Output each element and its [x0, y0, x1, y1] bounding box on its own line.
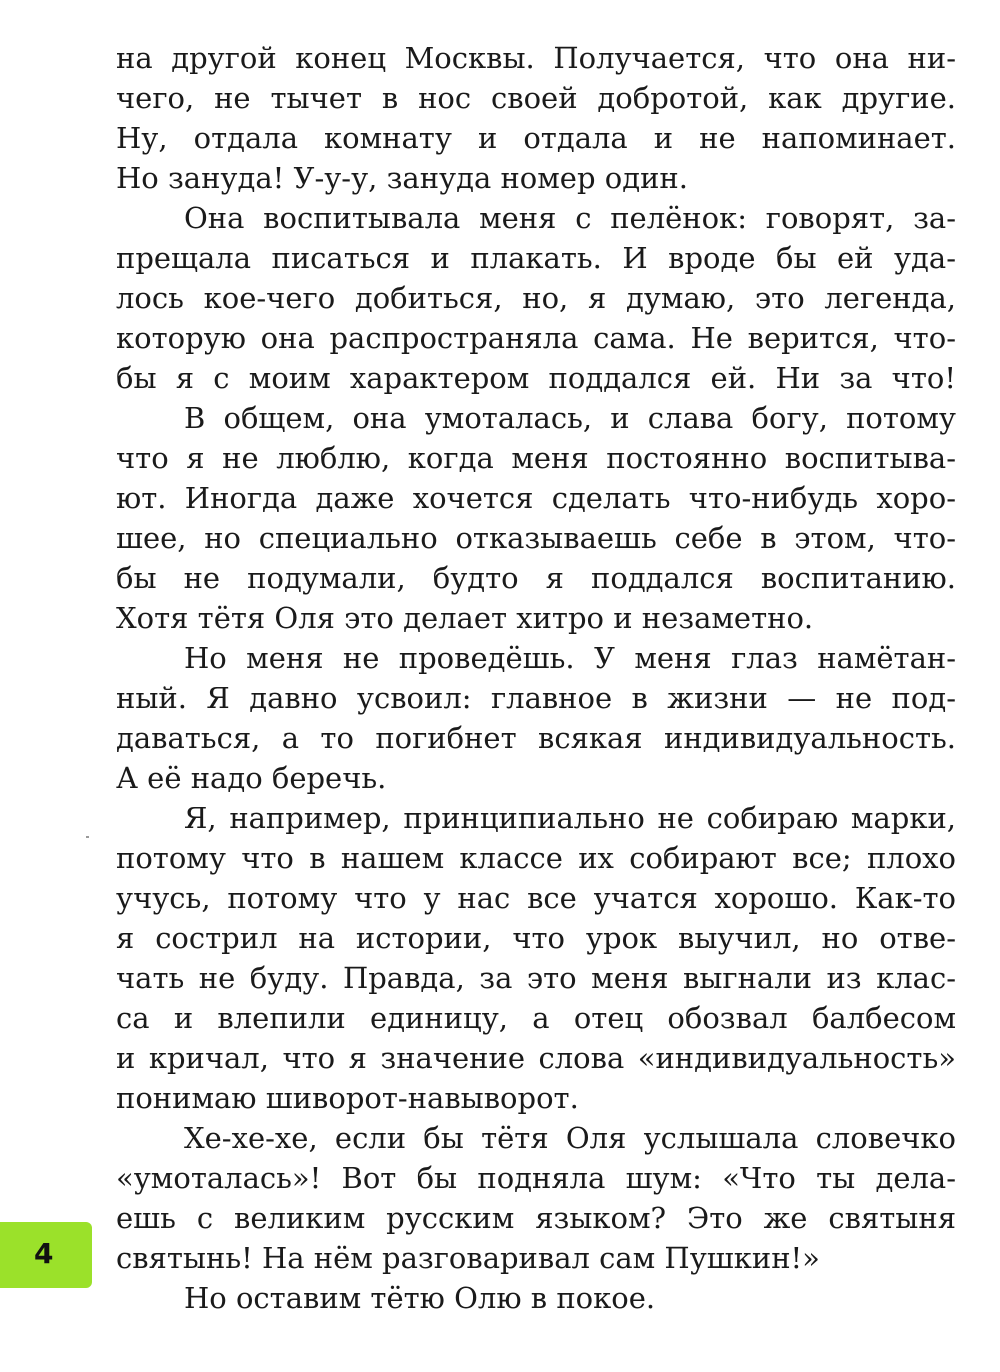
text-line: Ну, отдала комнату и отдала и не напоминает.: [116, 121, 956, 155]
text-line: Но оставим тётю Олю в покое.: [184, 1281, 656, 1315]
text-line: Хе-хе-хе, если бы тётя Оля услышала словечко: [184, 1121, 956, 1155]
text-line: Хотя тётя Оля это делает хитро и незаметно.: [116, 601, 814, 635]
text-line: шее, но специально отказываешь себе в этом, что-: [116, 521, 956, 555]
paragraph: [116, 398, 956, 638]
paragraph: [116, 198, 956, 398]
text-line: Я, например, принципиально не собираю марки,: [184, 801, 956, 835]
text-line: я сострил на истории, что урок выучил, но отве-: [116, 921, 956, 955]
paragraph: [116, 1118, 956, 1278]
print-speck: [86, 836, 89, 838]
text-line: на другой конец Москвы. Получается, что она ни-: [116, 41, 956, 75]
text-line: Но меня не проведёшь. У меня глаз намётан-: [184, 641, 956, 675]
text-line: В общем, она умоталась, и слава богу, потому: [184, 401, 956, 435]
text-line: потому что в нашем классе их собирают все; плохо: [116, 841, 956, 875]
text-line: са и влепили единицу, а отец обозвал балбесом: [116, 1001, 956, 1035]
text-line: чего, не тычет в нос своей добротой, как другие.: [116, 81, 956, 115]
text-line: Она воспитывала меня с пелёнок: говорят, за-: [184, 201, 956, 235]
paragraph: [116, 638, 956, 798]
text-line: понимаю шиворот-навыворот.: [116, 1081, 579, 1115]
body-text: [116, 38, 956, 1318]
text-line: святынь! На нём разговаривал сам Пушкин!»: [116, 1241, 820, 1275]
text-line: ный. Я давно усвоил: главное в жизни — не под-: [116, 681, 956, 715]
paragraph: [116, 38, 956, 198]
text-line: что я не люблю, когда меня постоянно воспитыва-: [116, 441, 956, 475]
text-line: бы я с моим характером поддался ей. Ни за что!: [116, 361, 956, 395]
text-line: Но зануда! У-у-у, зануда номер один.: [116, 161, 688, 195]
text-line: бы не подумали, будто я поддался воспитанию.: [116, 561, 956, 595]
text-line: прещала писаться и плакать. И вроде бы ей уда-: [116, 241, 956, 275]
page-number: 4: [34, 1237, 54, 1270]
text-line: «умоталась»! Вот бы подняла шум: «Что ты дела-: [116, 1161, 956, 1195]
text-line: А её надо беречь.: [116, 761, 387, 795]
text-line: учусь, потому что у нас все учатся хорошо. Как-то: [116, 881, 956, 915]
text-line: и кричал, что я значение слова «индивидуальность»: [116, 1041, 956, 1075]
text-line: которую она распространяла сама. Не верится, что-: [116, 321, 956, 355]
text-line: ют. Иногда даже хочется сделать что-нибудь хоро-: [116, 481, 956, 515]
paragraph: [116, 1278, 956, 1318]
text-line: чать не буду. Правда, за это меня выгнали из клас-: [116, 961, 956, 995]
text-line: лось кое-чего добиться, но, я думаю, это легенда,: [116, 281, 956, 315]
text-line: даваться, а то погибнет всякая индивидуальность.: [116, 721, 956, 755]
paragraph: [116, 798, 956, 1118]
text-line: ешь с великим русским языком? Это же святыня: [116, 1201, 956, 1235]
